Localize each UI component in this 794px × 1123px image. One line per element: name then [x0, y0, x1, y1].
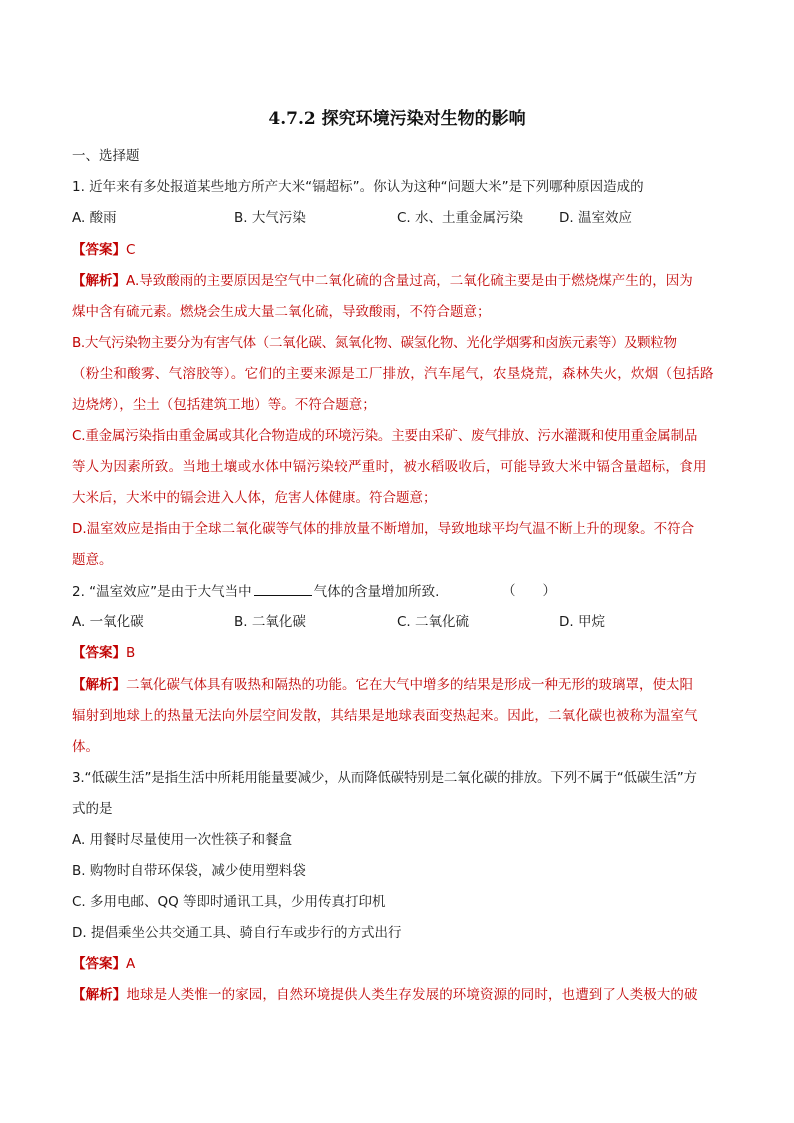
q2-option-b: B. 二氧化碳	[234, 614, 306, 630]
q1-option-d: D. 温室效应	[559, 210, 632, 226]
q1-analysis-line: C.重金属污染指由重金属或其化合物造成的环境污染。主要由采矿、废气排放、污水灌溉和使用重金属制品	[72, 428, 698, 444]
q2-analysis-line: 【解析】二氧化碳气体具有吸热和隔热的功能。它在大气中增多的结果是形成一种无形的玻璃罩，使太阳	[72, 677, 693, 693]
answer-value: C	[126, 242, 136, 258]
q3-stem: 3.“低碳生活”是指生活中所耗用能量要减少，从而降低碳特别是二氧化碳的排放。下列不属于“低碳生活”方	[72, 770, 697, 786]
answer-value: A	[126, 956, 136, 972]
q1-options	[0, 209, 794, 227]
q1-stem: 1. 近年来有多处报道某些地方所产大米“镉超标”。你认为这种“问题大米”是下列哪种原因造成的	[72, 179, 644, 195]
answer-tag: 【答案】	[72, 956, 126, 972]
q1-analysis-line: 大米后，大米中的镉会进入人体，危害人体健康。符合题意；	[72, 490, 437, 506]
q2-answer	[72, 644, 135, 662]
q2-option-a: A. 一氧化碳	[72, 614, 144, 630]
q3-option-b: B. 购物时自带环保袋，减少使用塑料袋	[72, 863, 306, 879]
q1-analysis-line: 题意。	[72, 552, 113, 568]
section-heading: 一、选择题	[72, 148, 140, 164]
answer-tag: 【答案】	[72, 645, 126, 661]
answer-value: B	[126, 645, 136, 661]
q3-option-a: A. 用餐时尽量使用一次性筷子和餐盒	[72, 832, 293, 848]
q2-answer-paren: （ ）	[502, 583, 556, 599]
analysis-tag: 【解析】	[72, 273, 126, 289]
q1-analysis-line: 煤中含有硫元素。燃烧会生成大量二氧化硫，导致酸雨，不符合题意；	[72, 304, 491, 320]
q1-answer	[72, 241, 135, 259]
q2-options	[0, 613, 794, 631]
q3-analysis-line: 【解析】地球是人类惟一的家园，自然环境提供人类生存发展的环境资源的同时，也遭到了人类极大的破	[72, 987, 698, 1003]
q1-option-c: C. 水、土重金属污染	[397, 210, 524, 226]
q3-stem: 式的是	[72, 801, 113, 817]
answer-tag: 【答案】	[72, 242, 126, 258]
q1-analysis-line: 等人为因素所致。当地土壤或水体中镉污染较严重时，被水稻吸收后，可能导致大米中镉含量超标，食用	[72, 459, 707, 475]
q2-stem: 2. “温室效应”是由于大气当中 气体的含量增加所致.	[72, 584, 440, 600]
analysis-tag: 【解析】	[72, 987, 127, 1003]
q2-analysis-line: 体。	[72, 739, 99, 755]
q1-analysis-line: 【解析】A.导致酸雨的主要原因是空气中二氧化硫的含量过高，二氧化硫主要是由于燃烧煤产生的，因为	[72, 273, 693, 289]
q2-option-c: C. 二氧化硫	[397, 614, 470, 630]
q1-option-b: B. 大气污染	[234, 210, 306, 226]
analysis-tag: 【解析】	[72, 677, 126, 693]
q3-option-d: D. 提倡乘坐公共交通工具、骑自行车或步行的方式出行	[72, 925, 402, 941]
q1-analysis-line: （粉尘和酸雾、气溶胶等）。它们的主要来源是工厂排放，汽车尾气，农垦烧荒，森林失火，炊烟（包括路	[72, 366, 714, 382]
q2-option-d: D. 甲烷	[559, 614, 605, 630]
answer-blank	[254, 582, 312, 596]
q1-option-a: A. 酸雨	[72, 210, 117, 226]
q1-analysis-line: D.温室效应是指由于全球二氧化碳等气体的排放量不断增加，导致地球平均气温不断上升的现象。不符合	[72, 521, 695, 537]
q3-option-c: C. 多用电邮、QQ 等即时通讯工具，少用传真打印机	[72, 894, 386, 910]
q3-answer	[72, 955, 135, 973]
q2-analysis-line: 辐射到地球上的热量无法向外层空间发散，其结果是地球表面变热起来。因此，二氧化碳也被称为温室气	[72, 708, 698, 724]
q1-analysis-line: 边烧烤），尘土（包括建筑工地）等。不符合题意；	[72, 397, 376, 413]
q1-analysis-line: B.大气污染物主要分为有害气体（二氧化碳、氮氧化物、碳氢化物、光化学烟雾和卤族元素等）及颗粒物	[72, 335, 677, 351]
document-title: 4.7.2 探究环境污染对生物的影响	[268, 109, 526, 129]
